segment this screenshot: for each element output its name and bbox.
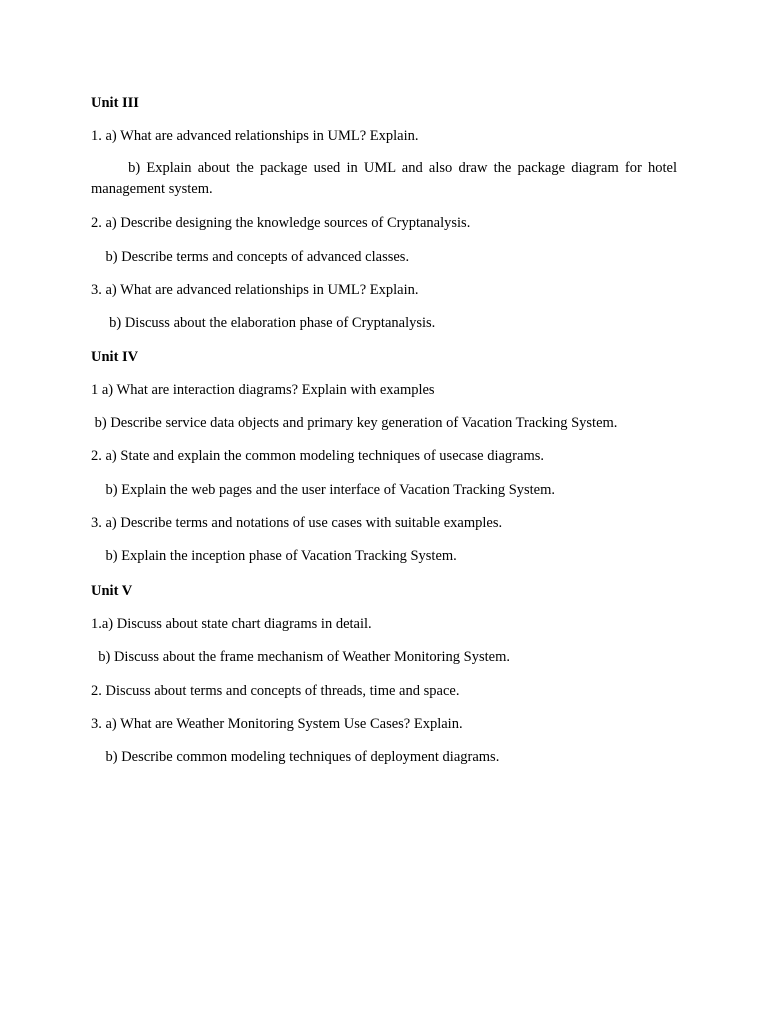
unit-3-question-3b: b) Discuss about the elaboration phase of Cryptanalysis. [91, 315, 436, 331]
unit-4-question-1a: 1 a) What are interaction diagrams? Explain with examples [91, 382, 435, 398]
unit-5-question-3a: 3. a) What are Weather Monitoring System Use Cases? Explain. [91, 716, 463, 732]
unit-3-question-3a: 3. a) What are advanced relationships in UML? Explain. [91, 282, 419, 298]
unit-3-heading: Unit III [91, 95, 139, 111]
unit-3-question-1a: 1. a) What are advanced relationships in UML? Explain. [91, 128, 419, 144]
unit-5-question-2: 2. Discuss about terms and concepts of threads, time and space. [91, 683, 460, 699]
unit-4-question-2b: b) Explain the web pages and the user interface of Vacation Tracking System. [91, 482, 556, 498]
unit-3-question-1b-line-2: management system. [91, 181, 213, 197]
unit-4-question-2a: 2. a) State and explain the common modeling techniques of usecase diagrams. [91, 448, 544, 464]
unit-3-question-2b: b) Describe terms and concepts of advanced classes. [91, 249, 410, 265]
unit-4-question-3a: 3. a) Describe terms and notations of use cases with suitable examples. [91, 515, 503, 531]
document-page [91, 0, 677, 1024]
unit-4-question-1b: b) Describe service data objects and primary key generation of Vacation Tracking System. [91, 415, 618, 431]
unit-3-question-2a: 2. a) Describe designing the knowledge sources of Cryptanalysis. [91, 215, 471, 231]
unit-5-question-1b: b) Discuss about the frame mechanism of Weather Monitoring System. [91, 649, 510, 665]
unit-5-heading: Unit V [91, 583, 133, 599]
unit-3-question-1b-line-1: b) Explain about the package used in UML and also draw the package diagram for hotel [91, 160, 677, 176]
unit-4-heading: Unit IV [91, 349, 139, 365]
unit-3-question-1b [91, 158, 677, 200]
unit-4-question-3b: b) Explain the inception phase of Vacation Tracking System. [91, 548, 457, 564]
unit-5-question-1a: 1.a) Discuss about state chart diagrams in detail. [91, 616, 372, 632]
unit-5-question-3b: b) Describe common modeling techniques of deployment diagrams. [91, 749, 500, 765]
